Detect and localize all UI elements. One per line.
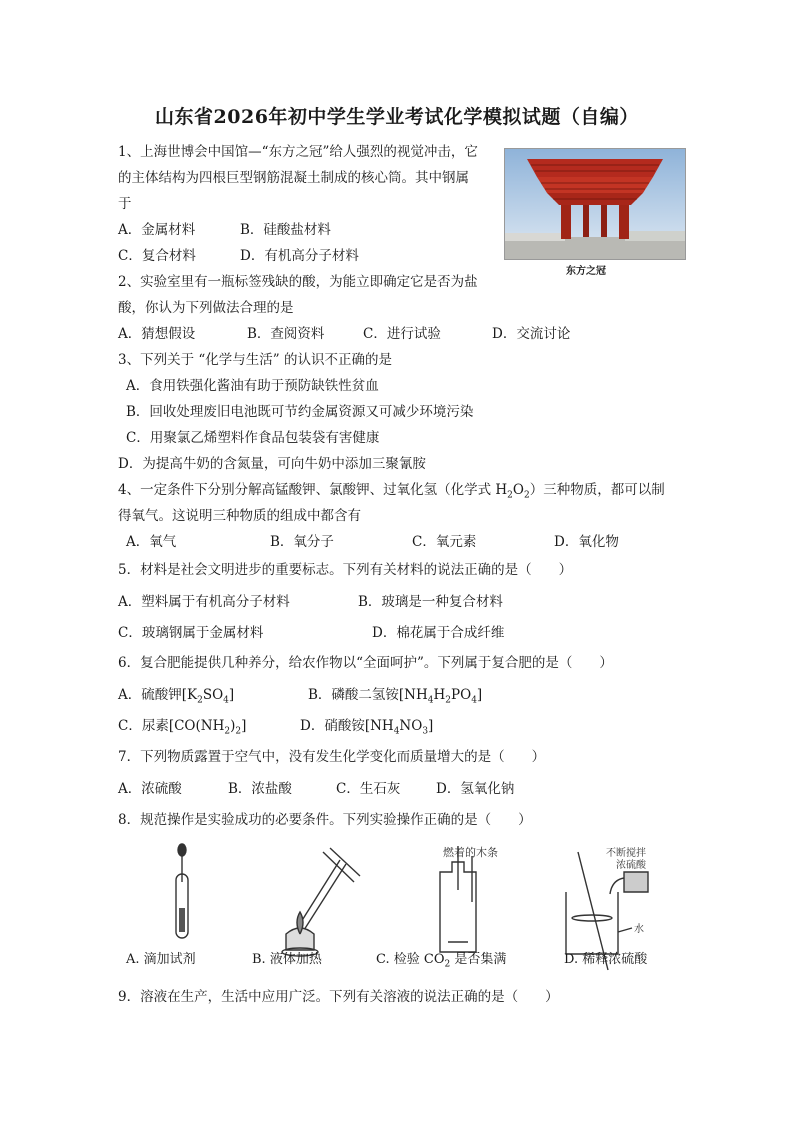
q1-option-d: D．有机高分子材料 — [240, 248, 359, 264]
q7-option-d: D．氢氧化钠 — [436, 781, 515, 797]
q4-option-b: B．氧分子 — [270, 534, 334, 550]
q1-line-1: 1、上海世博会中国馆—“东方之冠”给人强烈的视觉冲击，它 — [118, 144, 478, 160]
china-pavilion-photo — [504, 148, 686, 260]
q2-line-1: 2、实验室里有一瓶标签残缺的酸，为能立即确定它是否为盐 — [118, 274, 478, 290]
china-pavilion-image — [505, 149, 685, 259]
liquid-heating-icon — [282, 848, 360, 956]
page-title: 山东省2026年初中学生学业考试化学模拟试题（自编） — [155, 106, 639, 128]
q6-option-d: D．硝酸铵$[NH_4NO_3]$ — [300, 718, 434, 737]
q5-line-1: 5．材料是社会文明进步的重要标志。下列有关材料的说法正确的是（ ） — [118, 562, 573, 578]
q7-option-b: B．浓盐酸 — [228, 781, 292, 797]
q8-option-c: C. 检验 $CO_2$ 是否集满 — [376, 952, 507, 970]
q6-option-b: B．磷酸二氢铵$[NH_4H_2PO_4]$ — [308, 687, 483, 706]
q9-line-1: 9．溶液在生产，生活中应用广泛。下列有关溶液的说法正确的是（ ） — [118, 989, 559, 1005]
q2-option-d: D．交流讨论 — [492, 326, 571, 342]
q5-option-d: D．棉花属于合成纤维 — [372, 625, 505, 641]
q8-option-a: A. 滴加试剂 — [126, 952, 196, 967]
q4-line-1: 4、一定条件下分别分解高锰酸钾、氯酸钾、过氧化氢（化学式 $H_2O_2$）三种物质，都可以制 — [118, 482, 665, 501]
q2-option-a: A．猜想假设 — [118, 326, 196, 342]
dropper-tube-icon — [176, 844, 188, 938]
acid-label: 浓硫酸 — [616, 860, 646, 871]
stir-label: 不断搅拌 — [606, 848, 646, 859]
q8-option-b: B. 液体加热 — [252, 952, 322, 967]
q5-option-c: C．玻璃钢属于金属材料 — [118, 625, 264, 641]
q2-line-2: 酸，你认为下列做法合理的是 — [118, 300, 294, 316]
q7-option-c: C．生石灰 — [336, 781, 401, 797]
q2-option-b: B．查阅资料 — [247, 326, 325, 342]
q3-option-a: A．食用铁强化酱油有助于预防缺铁性贫血 — [126, 378, 379, 394]
q1-line-2: 的主体结构为四根巨型钢筋混凝土制成的核心筒。其中钢属 — [118, 170, 469, 186]
q6-line-1: 6．复合肥能提供几种养分，给农作物以“全面呵护”。下列属于复合肥的是（ ） — [118, 655, 613, 671]
q8-option-d: D. 稀释浓硫酸 — [564, 952, 648, 967]
q2-option-c: C．进行试验 — [363, 326, 441, 342]
gas-bottle-icon — [440, 846, 476, 952]
q4-line-2: 得氧气。这说明三种物质的组成中都含有 — [118, 508, 361, 524]
q1-line-3: 于 — [118, 196, 132, 212]
q3-option-c: C．用聚氯乙烯塑料作食品包装袋有害健康 — [126, 430, 380, 446]
q3-option-b: B．回收处理废旧电池既可节约金属资源又可减少环境污染 — [126, 404, 474, 420]
q1-option-b: B．硅酸盐材料 — [240, 222, 331, 238]
q6-option-a: A．硫酸钾$[K_2SO_4]$ — [118, 687, 235, 706]
q5-option-a: A．塑料属于有机高分子材料 — [118, 594, 290, 610]
q7-line-1: 7．下列物质露置于空气中，没有发生化学变化而质量增大的是（ ） — [118, 749, 546, 765]
q4-option-c: C．氧元素 — [412, 534, 477, 550]
photo-caption: 东方之冠 — [566, 266, 606, 277]
q7-option-a: A．浓硫酸 — [118, 781, 182, 797]
q4-option-d: D．氧化物 — [554, 534, 619, 550]
q1-option-c: C．复合材料 — [118, 248, 196, 264]
q1-option-a: A．金属材料 — [118, 222, 196, 238]
q5-option-b: B．玻璃是一种复合材料 — [358, 594, 503, 610]
q3-option-d: D．为提高牛奶的含氮量，可向牛奶中添加三聚氰胺 — [118, 456, 426, 472]
q6-option-c: C．尿素$[CO(NH_2)_2]$ — [118, 718, 247, 737]
q8-line-1: 8．规范操作是实验成功的必要条件。下列实验操作正确的是（ ） — [118, 812, 532, 828]
q3-line-1: 3、下列关于 “化学与生活” 的认识不正确的是 — [118, 352, 392, 368]
water-label: 水 — [634, 924, 644, 935]
splint-label: 燃着的木条 — [443, 846, 498, 859]
q4-option-a: A．氧气 — [126, 534, 177, 550]
